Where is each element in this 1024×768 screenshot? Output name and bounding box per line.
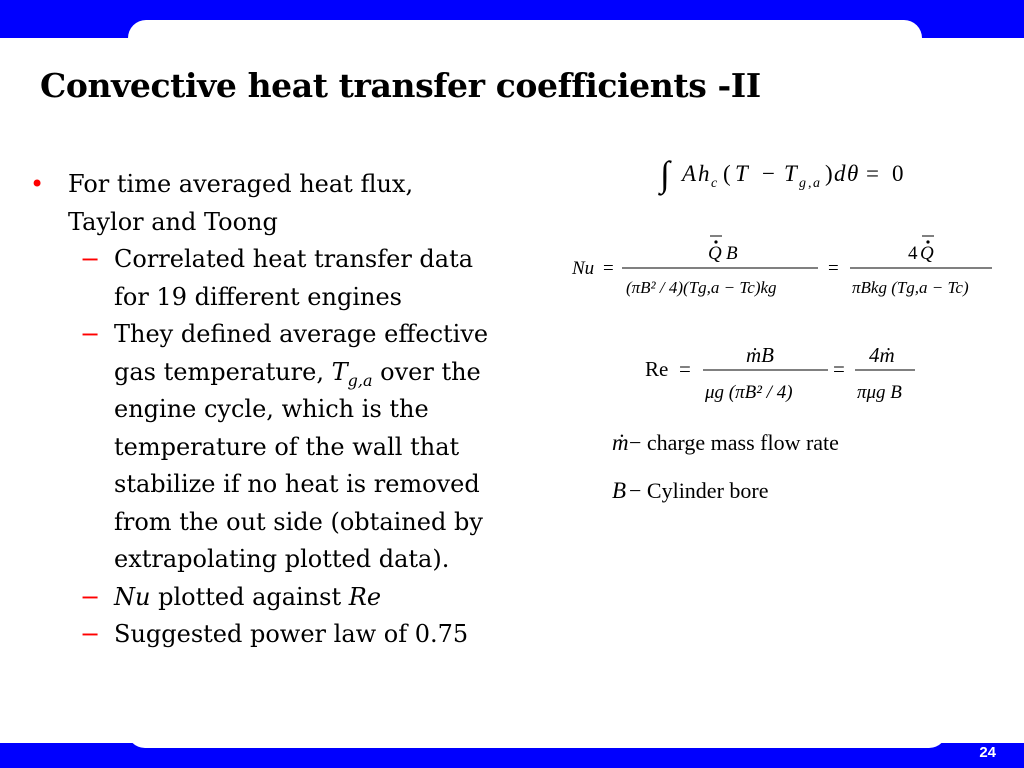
sub-bullet-mark: − [80,620,101,648]
slide-body [30,166,550,654]
sub-line: from the out side (obtained by [114,507,483,536]
equation-integral [660,146,920,198]
symbol-re: Re [348,582,382,611]
eq-symbol: B [726,243,738,264]
eq-symbol: − [762,161,775,186]
sub-line: Suggested power law of 0.75 [114,620,469,648]
eq-symbol: Q [708,243,722,264]
def-mdot-symbol: ṁ [612,430,629,455]
def-mdot-text: − charge mass flow rate [629,430,839,455]
def-B-text: − Cylinder bore [629,478,769,503]
bullet-time-averaged [30,166,550,241]
sub-line: extrapolating plotted data). [114,545,450,573]
eq-symbol: A [682,161,697,186]
eq-subscript: g [799,176,806,191]
text: plotted against [150,582,349,611]
eq-symbol: θ [847,161,859,186]
eq-numerator: 4ṁ [869,343,895,367]
sub-line [114,579,550,617]
definitions [612,424,932,508]
text: over the [372,357,481,386]
sub-line: for 19 different engines [114,282,402,311]
symbol-T: T [331,357,348,386]
bottom-band-notch [127,706,947,748]
eq-denominator: πBkg (Tg,a − Tc) [852,278,969,297]
equation-nusselt [570,228,1000,308]
eq-numerator: ṁB [746,343,774,367]
eq-symbol: 0 [892,161,904,186]
sub-bullet-nu-plotted [30,579,550,617]
eq-subscript: c [711,176,718,191]
sub-line: temperature of the wall that [114,432,460,461]
bullet-line-1: For time averaged heat flux, [68,170,414,198]
sub-bullet-mark: − [80,320,101,348]
bullet-mark: • [30,170,45,198]
eq-symbol: d [834,161,846,186]
sub-bullet-power-law [30,616,550,654]
equation-reynolds [645,336,935,416]
def-B-symbol: B [612,478,627,503]
sub-bullet-mark: − [80,245,101,273]
text: gas temperature, [114,357,332,386]
page-number: 24 [979,744,996,761]
eq-symbol: ( [723,161,731,186]
sub-line-gas-temperature [114,354,550,392]
eq-symbol: = [679,357,691,381]
eq-symbol: = [603,258,614,279]
symbol-nu: Nu [114,582,151,611]
sub-line: They defined average effective [114,320,489,348]
eq-symbol: = [833,357,845,381]
sub-bullet-mark: − [80,582,101,611]
eq-denominator: μg (πB² / 4) [705,382,793,403]
eq-symbol: Re [645,357,669,381]
sub-bullet-correlated [30,241,550,316]
eq-symbol: h [698,161,710,186]
eq-symbol: Nu [572,258,595,279]
eq-subscript: , [808,176,812,191]
integral-sign: ∫ [660,154,670,194]
eq-symbol: ) [825,161,833,186]
sub-line: stabilize if no heat is removed [114,470,480,498]
bullet-line-2: Taylor and Toong [68,207,278,236]
eq-subscript: a [813,176,820,191]
sub-line: engine cycle, which is the [114,395,429,423]
eq-symbol: 4 [908,243,918,264]
eq-denominator: (πB² / 4)(Tg,a − Tc)kg [626,278,777,297]
eq-symbol: T [735,161,748,186]
sub-line: Correlated heat transfer data [114,245,474,273]
eq-symbol: T [784,161,797,186]
top-band-notch [128,20,922,60]
subscript-ga: g,a [347,370,373,390]
eq-symbol: = [866,161,879,186]
eq-symbol: Q [920,243,934,264]
eq-symbol: = [828,258,839,279]
eq-denominator: πμg B [857,382,902,403]
sub-bullet-defined [30,316,550,579]
slide-title: Convective heat transfer coefficients -II [40,66,761,105]
